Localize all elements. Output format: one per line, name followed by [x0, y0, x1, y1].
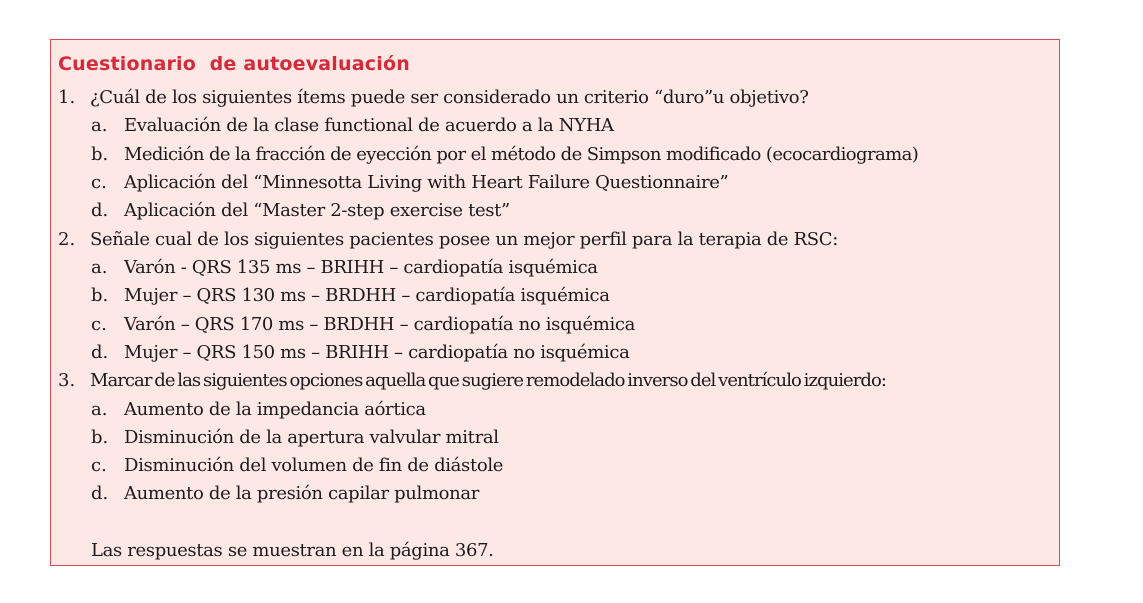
- option-letter: d.: [91, 200, 109, 221]
- option-letter: b.: [91, 427, 109, 448]
- question-number: 1.: [58, 87, 76, 108]
- option-text: Medición de la fracción de eyección por el método de Simpson modificado (ecocardiograma): [124, 144, 919, 165]
- option-letter: c.: [91, 314, 107, 335]
- option-letter: a.: [91, 257, 108, 278]
- option-text: Disminución del volumen de fin de diástole: [124, 455, 504, 476]
- option-text: Aumento de la presión capilar pulmonar: [124, 483, 480, 504]
- option-letter: b.: [91, 144, 109, 165]
- option-letter: c.: [91, 172, 107, 193]
- box-title: Cuestionario de autoevaluación: [58, 53, 410, 75]
- option-text: Varón - QRS 135 ms – BRIHH – cardiopatía isquémica: [124, 257, 598, 278]
- question-text: ¿Cuál de los siguientes ítems puede ser considerado un criterio “duro”u objetivo?: [90, 87, 809, 108]
- question-text: Señale cual de los siguientes pacientes posee un mejor perfil para la terapia de RSC:: [90, 229, 838, 250]
- option-letter: d.: [91, 342, 109, 363]
- self-assessment-box: [50, 39, 1060, 566]
- option-letter: a.: [91, 399, 108, 420]
- option-text: Evaluación de la clase functional de acuerdo a la NYHA: [124, 115, 614, 136]
- option-text: Mujer – QRS 130 ms – BRDHH – cardiopatía isquémica: [124, 285, 610, 306]
- option-text: Mujer – QRS 150 ms – BRIHH – cardiopatía no isquémica: [124, 342, 630, 363]
- option-text: Aplicación del “Master 2-step exercise test”: [124, 200, 510, 221]
- option-letter: c.: [91, 455, 107, 476]
- option-text: Disminución de la apertura valvular mitral: [124, 427, 499, 448]
- question-number: 2.: [58, 229, 76, 250]
- option-letter: b.: [91, 285, 109, 306]
- question-text: Marcar de las siguientes opciones aquella que sugiere remodelado inverso del ventrículo izquierdo:: [90, 370, 886, 391]
- answers-reference: Las respuestas se muestran en la página 367.: [91, 540, 494, 561]
- question-number: 3.: [58, 370, 76, 391]
- option-letter: a.: [91, 115, 108, 136]
- option-letter: d.: [91, 483, 109, 504]
- option-text: Aumento de la impedancia aórtica: [124, 399, 426, 420]
- option-text: Varón – QRS 170 ms – BRDHH – cardiopatía no isquémica: [124, 314, 636, 335]
- option-text: Aplicación del “Minnesotta Living with Heart Failure Questionnaire”: [124, 172, 729, 193]
